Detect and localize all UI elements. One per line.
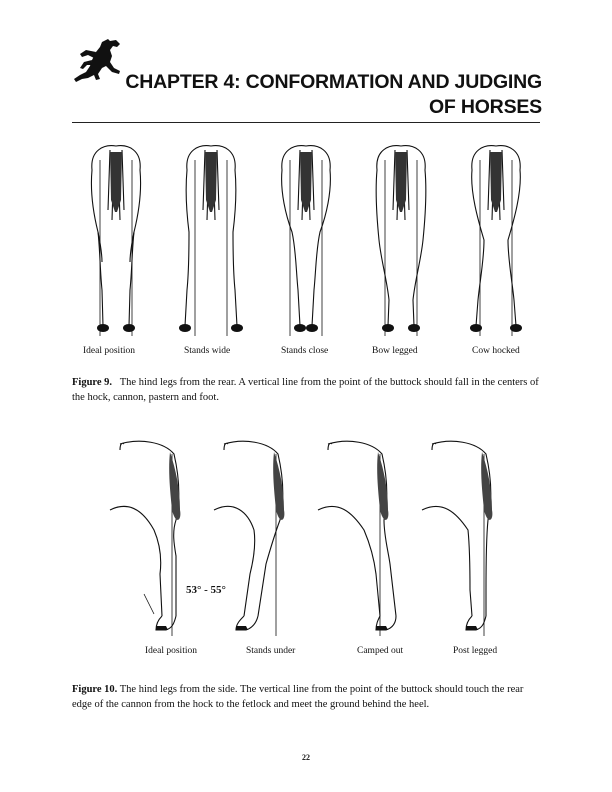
figure-10-label-camped-out: Camped out [357, 646, 404, 656]
figure-10-label-post-legged: Post legged [453, 646, 498, 656]
figure-9-illustration [74, 140, 538, 340]
figure-9-label-stands-close: Stands close [281, 346, 329, 356]
hock-angle-label: 53° - 55° [186, 584, 226, 596]
side-view-ideal-position [100, 440, 196, 636]
figure-10-caption [72, 683, 540, 712]
figure-9-caption [72, 376, 540, 405]
rear-view-stands-close [264, 140, 348, 340]
chapter-title-line-2: OF HORSES [428, 96, 542, 118]
rear-view-bow-legged [359, 140, 443, 340]
side-view-post-legged [412, 440, 508, 636]
figure-9-caption-text: The hind legs from the rear. A vertical line from the point of the buttock should fall in the centers of the hock, cannon, pastern and foot. [72, 377, 539, 403]
rear-view-stands-wide [169, 140, 253, 340]
figure-10-label-stands-under: Stands under [246, 646, 296, 656]
side-view-stands-under [204, 440, 300, 636]
figure-10-label-ideal-position: Ideal position [145, 646, 197, 656]
chapter-title [82, 70, 542, 120]
header-rule [72, 122, 540, 123]
rear-view-ideal-position [74, 140, 158, 340]
side-view-camped-out [308, 440, 404, 636]
figure-10-illustration [100, 440, 520, 640]
chapter-title-line-1: CHAPTER 4: CONFORMATION AND JUDGING [125, 71, 542, 93]
rear-view-cow-hocked [454, 140, 538, 340]
figure-9-caption-label: Figure 9. [72, 377, 113, 388]
figure-10-caption-text: The hind legs from the side. The vertical line from the point of the buttock should touch the rear edge of the cannon from the hock to the fetlock and meet the ground behind the heel. [72, 684, 524, 710]
figure-9-label-stands-wide: Stands wide [184, 346, 231, 356]
figure-9-label-ideal-position: Ideal position [83, 346, 135, 356]
figure-9-label-bow-legged: Bow legged [372, 346, 418, 356]
figure-10-caption-label: Figure 10. [72, 684, 118, 695]
figure-9-label-cow-hocked: Cow hocked [472, 346, 520, 356]
page-number: 22 [302, 753, 310, 762]
